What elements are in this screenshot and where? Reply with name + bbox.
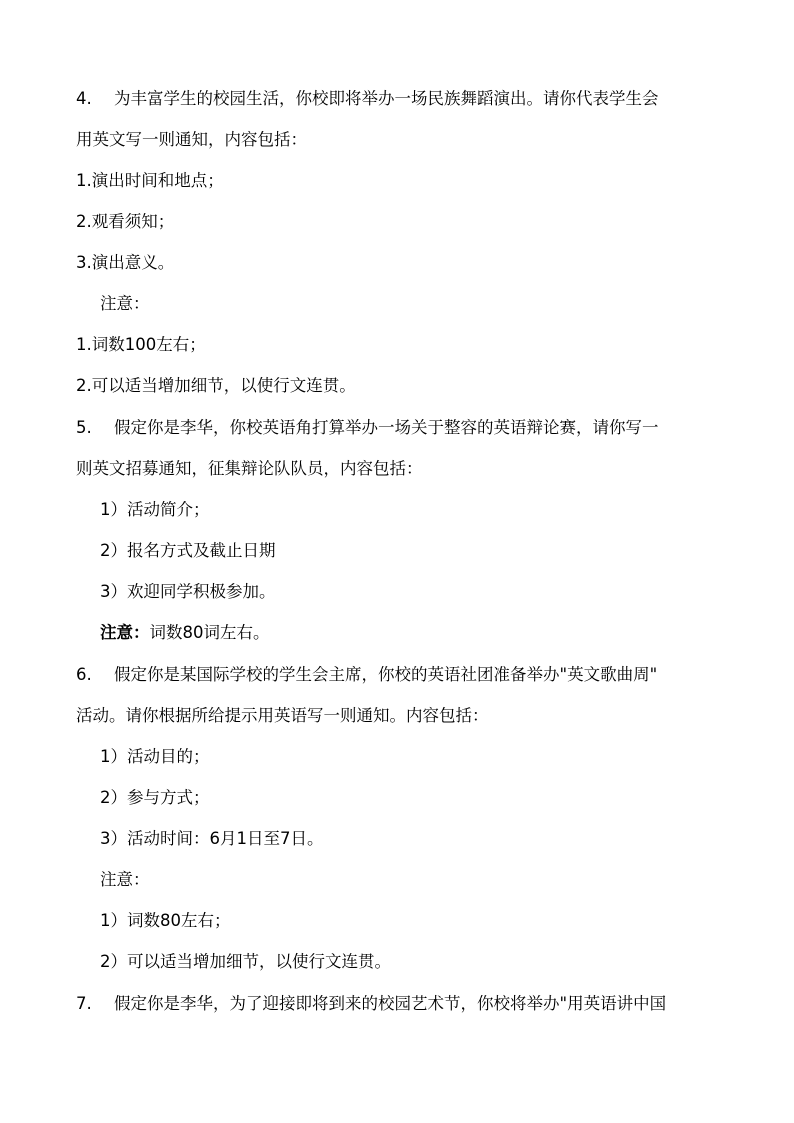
- q4-text-1: 为丰富学生的校园生活，你校即将举办一场民族舞蹈演出。请你代表学生会: [114, 89, 659, 108]
- q4-note-label: 注意：: [100, 294, 150, 313]
- q7-line-1: [76, 993, 744, 1015]
- q6-text-1: 假定你是某国际学校的学生会主席，你校的英语社团准备举办"英文歌曲周": [114, 665, 658, 684]
- q5-line-2: 则英文招募通知，征集辩论队队员，内容包括：: [76, 459, 423, 478]
- q5-note-label: 注意：: [100, 623, 150, 642]
- q5-item-1: 1）活动简介；: [100, 500, 210, 519]
- q4-item-3: 3.演出意义。: [76, 253, 175, 272]
- q4-line-2: 用英文写一则通知，内容包括：: [76, 130, 307, 149]
- q6-item-1: 1）活动目的；: [100, 747, 210, 766]
- q6-item-2: 2）参与方式；: [100, 788, 210, 807]
- q6-note-label: 注意：: [100, 870, 150, 889]
- q4-number: 4.: [76, 89, 92, 108]
- q6-item-3: 3）活动时间：6月1日至7日。: [100, 829, 324, 848]
- q5-text-1: 假定你是李华，你校英语角打算举办一场关于整容的英语辩论赛，请你写一: [114, 418, 659, 437]
- q6-number: 6.: [76, 665, 92, 684]
- q4-note-1: 1.词数100左右；: [76, 335, 206, 354]
- q5-item-2: 2）报名方式及截止日期: [100, 541, 276, 560]
- q5-note: [100, 622, 744, 644]
- q7-text-1: 假定你是李华，为了迎接即将到来的校园艺术节，你校将举办"用英语讲中国: [114, 994, 667, 1013]
- q6-line-1: [76, 664, 744, 686]
- q6-note-2: 2）可以适当增加细节，以使行文连贯。: [100, 952, 391, 971]
- q5-note-text: 词数80词左右。: [149, 623, 270, 642]
- q5-number: 5.: [76, 418, 92, 437]
- q7-number: 7.: [76, 994, 92, 1013]
- q4-note-2: 2.可以适当增加细节，以使行文连贯。: [76, 376, 356, 395]
- q6-note-1: 1）词数80左右；: [100, 911, 231, 930]
- q5-item-3: 3）欢迎同学积极参加。: [100, 582, 276, 601]
- q4-item-2: 2.观看须知；: [76, 212, 175, 231]
- q6-line-2: 活动。请你根据所给提示用英语写一则通知。内容包括：: [76, 706, 489, 725]
- q5-line-1: [76, 417, 744, 439]
- q4-item-1: 1.演出时间和地点；: [76, 171, 224, 190]
- q4-line-1: [76, 88, 744, 110]
